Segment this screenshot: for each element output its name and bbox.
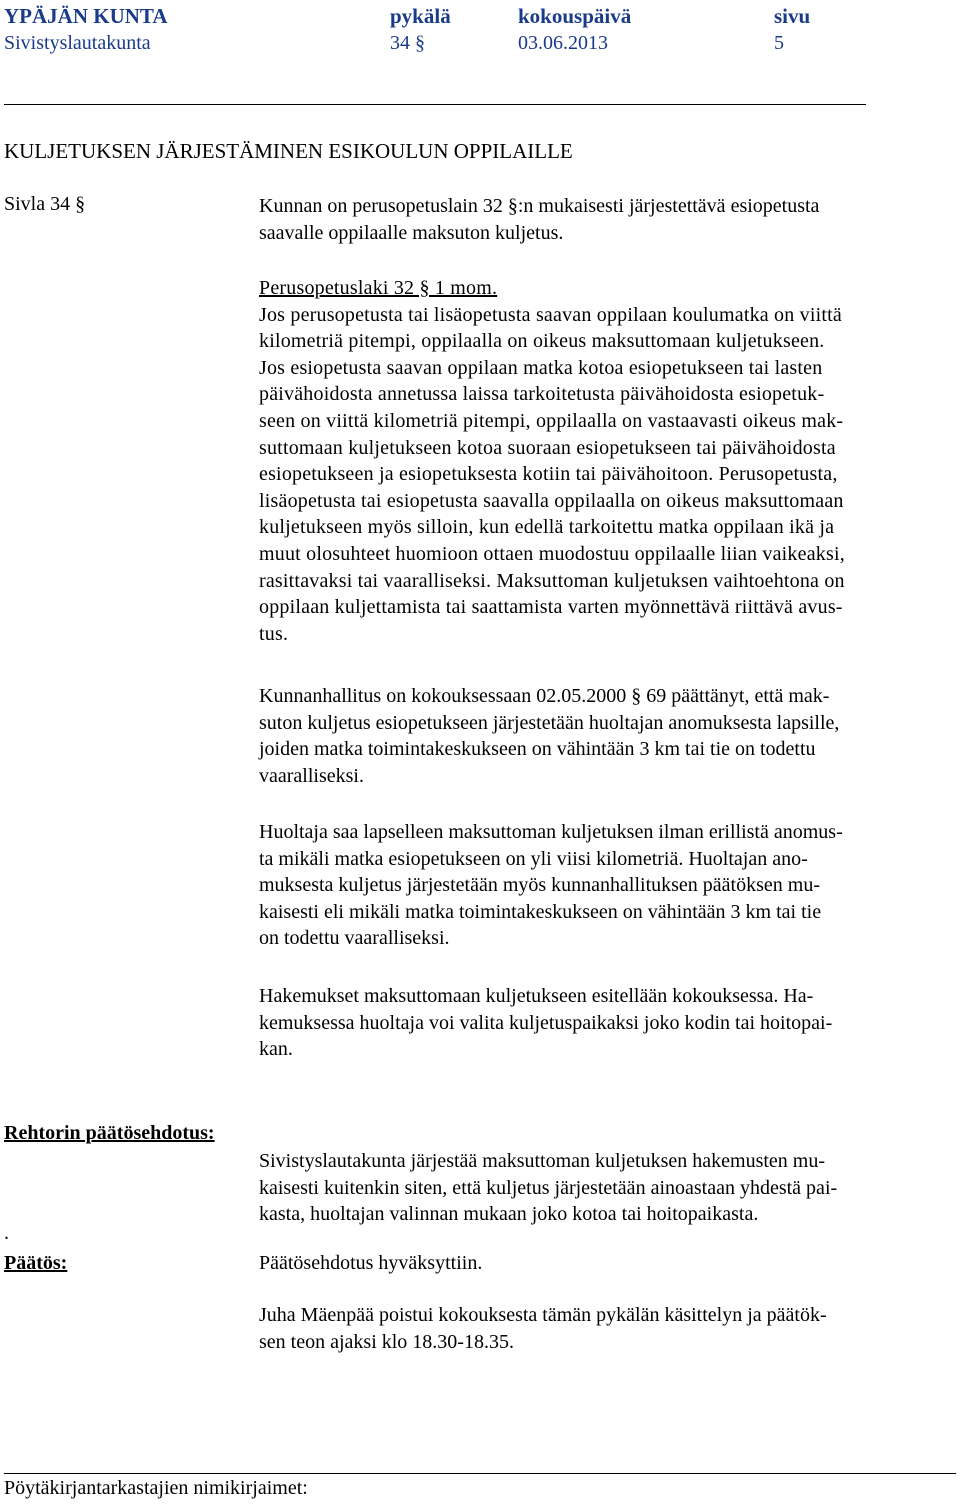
text-line: Kunnan on perusopetuslain 32 §:n mukaisesti järjestettävä esiopetusta [259,195,820,217]
header-col-date: kokouspäivä [518,4,632,28]
text-line: lisäopetusta tai esiopetusta saavalla oppilaalla on oikeus maksuttomaan [259,489,844,512]
text-line: suttomaan kuljetukseen kotoa suoraan esiopetukseen tai päivähoidosta [259,436,836,459]
text-line: muksesta kuljetus järjestetään myös kunnanhallituksen päätöksen mu- [259,874,820,897]
text-line: rasittavaksi tai vaaralliseksi. Maksuttoman kuljetuksen vaihtoehtona on [259,569,845,592]
header-col-section: pykälä [390,4,451,28]
header-col-page: sivu [774,4,811,28]
decision-note [259,1302,949,1355]
municipality-name: YPÄJÄN KUNTA [4,4,168,28]
text-line: kuljetukseen myös silloin, kun edellä tarkoitettu matka oppilaan ikä ja [259,516,835,539]
text-line: on todettu vaaralliseksi. [259,927,450,950]
footer-label: Pöytäkirjantarkastajien nimikirjaimet: [4,1477,308,1499]
board-name: Sivistyslautakunta [4,32,151,54]
text-line: kan. [259,1038,293,1061]
text-line: kaisesti kuitenkin siten, että kuljetus järjestetään ainoastaan yhdestä pai- [259,1176,838,1199]
footer-rule [4,1473,956,1474]
decision-label: Päätös: [4,1252,68,1274]
section-reference: Sivla 34 § [4,193,86,215]
text-line: joiden matka toimintakeskukseen on vähintään 3 km tai tie on todettu [259,738,816,761]
meeting-date: 03.06.2013 [518,32,608,54]
text-line: suton kuljetus esiopetukseen järjestetään huoltajan anomuksesta lapsille, [259,711,840,734]
page-number: 5 [774,32,784,54]
huoltaja-paragraph [259,819,949,952]
text-line: Jos esiopetusta saavan oppilaan matka kotoa esiopetukseen tai lasten [259,356,823,379]
text-line: päivähoidosta annetussa laissa tarkoitetusta päivähoidosta esiopetuk- [259,383,825,406]
text-line: sen teon ajaksi klo 18.30-18.35. [259,1330,514,1353]
text-line: kilometriä pitempi, oppilaalla on oikeus maksuttomaan kuljetukseen. [259,330,825,353]
text-line: Huoltaja saa lapselleen maksuttoman kuljetuksen ilman erillistä anomus- [259,821,843,843]
text-line: Juha Mäenpää poistui kokouksesta tämän pykälän käsittelyn ja päätök- [259,1304,827,1326]
text-line: kasta, huoltajan valinnan mukaan joko kotoa tai hoitopaikasta. [259,1203,759,1226]
stray-dot: . [4,1222,9,1244]
text-line: vaaralliseksi. [259,764,364,787]
section-number: 34 § [390,32,425,54]
intro-paragraph [259,193,949,246]
text-line: tus. [259,622,289,645]
header-rule [4,104,866,105]
decision-text: Päätösehdotus hyväksyttiin. [259,1252,483,1274]
text-line: Jos perusopetusta tai lisäopetusta saavan oppilaan koulumatka on viittä [259,303,842,326]
proposal-label: Rehtorin päätösehdotus: [4,1122,215,1144]
text-line: Sivistyslautakunta järjestää maksuttoman kuljetuksen hakemusten mu- [259,1150,825,1172]
text-line: muut olosuhteet huomioon ottaen muodostuu oppilaalle liian vaikeaksi, [259,542,845,565]
proposal-text [259,1148,949,1228]
text-line: kaisesti eli mikäli matka toimintakeskukseen on vähintään 3 km tai tie [259,900,822,923]
text-line: oppilaan kuljettamista tai saattamista varten myönnettävä riittävä avus- [259,596,843,619]
text-line: seen on viittä kilometriä pitempi, oppilaalla on vastaavasti oikeus mak- [259,409,844,432]
text-line: kemuksessa huoltaja voi valita kuljetuspaikaksi joko kodin tai hoitopai- [259,1011,833,1034]
law-heading: Perusopetuslaki 32 § 1 mom. [259,277,498,299]
text-line: Hakemukset maksuttomaan kuljetukseen esitellään kokouksessa. Ha- [259,985,814,1007]
kunnanhallitus-paragraph [259,683,949,789]
law-section [259,275,949,647]
text-line: Kunnanhallitus on kokouksessaan 02.05.2000 § 69 päättänyt, että mak- [259,685,830,707]
text-line: saavalle oppilaalle maksuton kuljetus. [259,221,564,244]
hakemukset-paragraph [259,983,949,1063]
document-title: KULJETUKSEN JÄRJESTÄMINEN ESIKOULUN OPPILAILLE [4,139,573,163]
text-line: esiopetukseen ja esiopetuksesta kotiin tai päivähoitoon. Perusopetusta, [259,463,838,486]
text-line: ta mikäli matka esiopetukseen on yli viisi kilometriä. Huoltajan ano- [259,847,808,870]
